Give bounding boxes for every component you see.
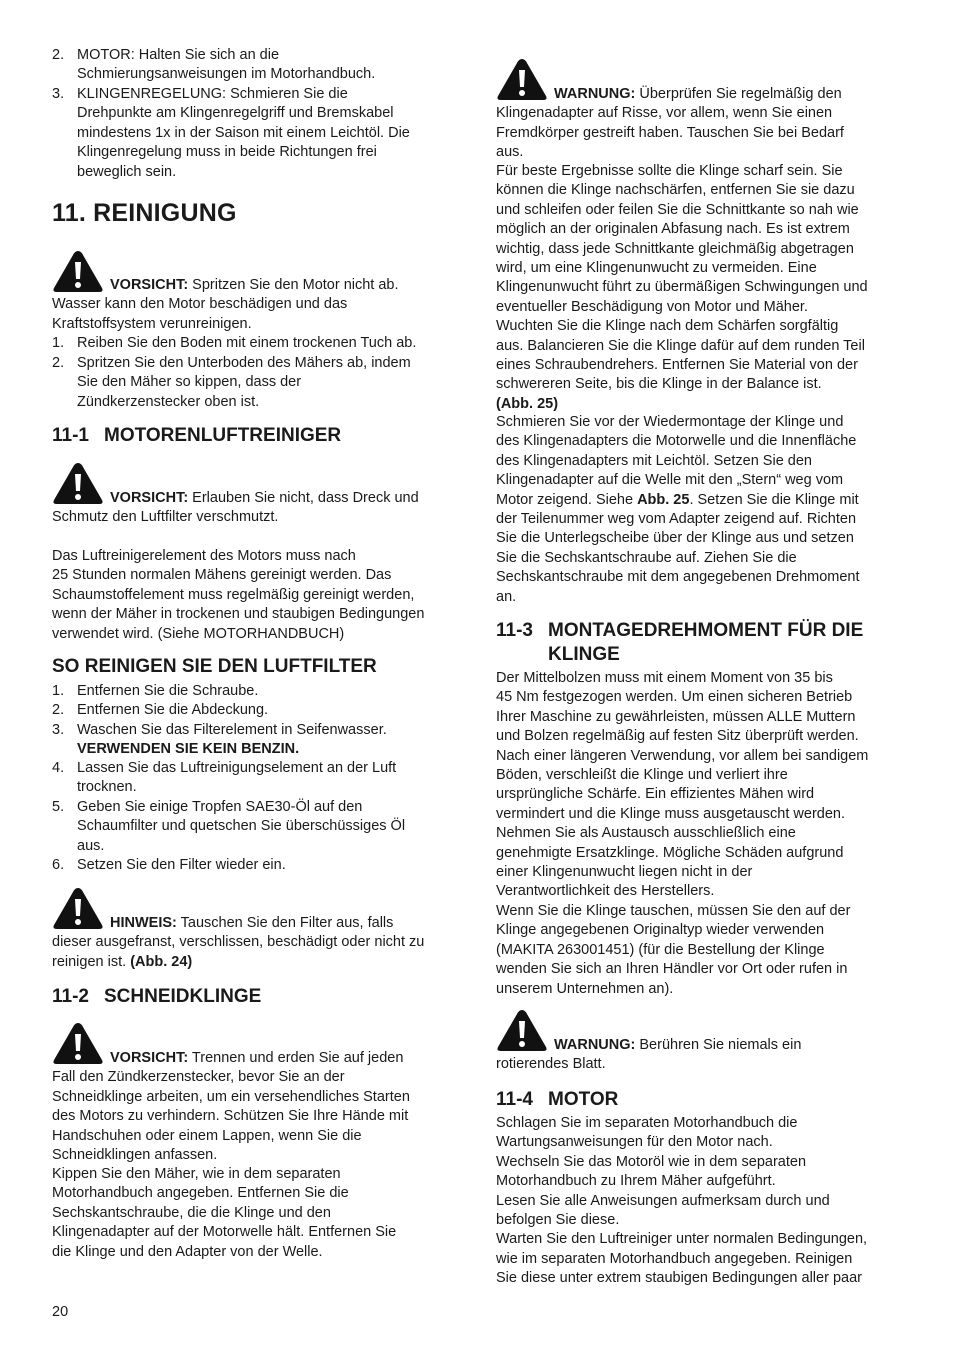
list-item: 4. Lassen Sie das Luftreinigungselement an der Luft trocknen.: [52, 760, 397, 796]
paragraph: Kippen Sie den Mäher, wie in dem separaten Motorhandbuch angegeben. Entfernen Sie die Sechskantschraube, die die Klinge und den Klingenadapter auf der Motorwelle hält. Entfernen Sie die Klinge und den Adapter von der Welle.: [52, 1166, 397, 1260]
section-heading: 11-1 MOTORENLUFTREINIGER: [52, 425, 342, 446]
warning-notice: WARNUNG: Überprüfen Sie regelmäßig den Klingenadapter auf Risse, vor allem, wenn Sie einen Fremdkörper gestreift haben. Tauschen Sie bei Bedarf aus.: [496, 86, 844, 161]
page-number: 20: [52, 1304, 69, 1320]
paragraph: Für beste Ergebnisse sollte die Klinge scharf sein. Sie können die Klinge nachschärfen, entfernen Sie sie dazu und schleifen oder feilen Sie die Schnittkante so nah wie möglich an der originalen Abfasung nach. Es ist extrem wichtig, dass jede Schnittkante gleichmäßig abgetragen wird, um eine Klingenunwucht zu vermeiden. Eine Klingenunwucht führt zu übermäßigen Schwingungen und eventueller Beschädigung von Motor und Mäher. Wuchten Sie die Klinge nach dem Schärfen sorgfältig aus. Balancieren Sie die Klinge dafür auf dem runden Teil eines Schraubendrehers. Entfernen Sie Material von der schwereren Seite, bis die Klinge in der Balance ist. (Abb. 25): [496, 163, 868, 412]
list-item: 3. KLINGENREGELUNG: Schmieren Sie die Drehpunkte am Klingenregelgriff und Bremskabel mindestens 1x in der Saison mit einem Leichtöl. Die Klingenregelung muss in beide Richtungen frei beweglich sein.: [52, 86, 410, 180]
list-item: 1. Entfernen Sie die Schraube.: [52, 683, 259, 699]
paragraph: Schlagen Sie im separaten Motorhandbuch die Wartungsanweisungen für den Motor nach. Wechseln Sie das Motoröl wie in dem separaten Motorhandbuch zu Ihrem Mäher aufgeführt. Lesen Sie alle Anweisungen aufmerksam durch und befolgen Sie diese. Warten Sie den Luftreiniger unter normalen Bedingungen, wie im separaten Motorhandbuch angegeben. Reinigen Sie diese unter extrem staubigen Bedingungen aller paar: [496, 1115, 868, 1287]
caution-notice: VORSICHT: Trennen und erden Sie auf jeden Fall den Zündkerzenstecker, bevor Sie an der Schneidklinge arbeiten, um ein versehendliches Starten des Motors zu verhindern. Schützen Sie Ihre Hände mit Handschuhen oder einem Lappen, wenn Sie die Schneidklingen anfassen.: [52, 1050, 410, 1164]
list-item: 3. Waschen Sie das Filterelement in Seifenwasser. VERWENDEN SIE KEIN BENZIN.: [52, 722, 387, 758]
section-heading: 11-3 MONTAGEDREHMOMENT FÜR DIE KLINGE: [496, 620, 864, 665]
paragraph: Das Luftreinigerelement des Motors muss nach 25 Stunden normalen Mähens gereinigt werden. Das Schaumstoffelement muss regelmäßig gereinigt werden, wenn der Mäher in trockenen und staubigen Bedingungen verwendet wird. (Siehe MOTORHANDBUCH): [52, 548, 425, 642]
list-item: 2. MOTOR: Halten Sie sich an die Schmierungsanweisungen im Motorhandbuch.: [52, 47, 376, 83]
list-item: 2. Spritzen Sie den Unterboden des Mähers ab, indem Sie den Mäher so kippen, dass der Zündkerzenstecker oben ist.: [52, 355, 411, 410]
sub-heading: SO REINIGEN SIE DEN LUFTFILTER: [52, 656, 377, 677]
page-title: 11. REINIGUNG: [52, 199, 237, 227]
paragraph: Schmieren Sie vor der Wiedermontage der Klinge und des Klingenadapters die Motorwelle und die Innenfläche des Klingenadapters mit Leichtöl. Setzen Sie den Klingenadapter auf die Welle mit den „Stern“ weg vom Motor zeigend. Siehe Abb. 25. Setzen Sie die Klinge mit der Teilenummer weg vom Adapter zeigend auf. Richten Sie die Unterlegscheibe über der Klinge aus und setzen Sie die Sechskantschraube auf. Ziehen Sie die Sechskantschraube mit dem angegebenen Drehmoment an.: [496, 414, 860, 605]
paragraph: Der Mittelbolzen muss mit einem Moment von 35 bis 45 Nm festgezogen werden. Um einen sicheren Betrieb Ihrer Maschine zu gewährleisten, müssen ALLE Muttern und Bolzen regelmäßig auf festen Sitz überprüft werden. Nach einer längeren Verwendung, vor allem bei sandigem Böden, verschleißt die Klinge und verliert ihre ursprüngliche Schärfe. Ein effizientes Mähen wird vermindert und die Klinge muss ausgetauscht werden. Nehmen Sie als Austausch ausschließlich eine genehmigte Ersatzklinge. Mögliche Schäden aufgrund einer Klingenunwucht liegen nicht in der Verantwortlichkeit des Herstellers. Wenn Sie die Klinge tauschen, müssen Sie den auf der Klinge angegebenen Originaltyp wieder verwenden (MAKITA 263001451) (für die Bestellung der Klinge wenden Sie sich an Ihren Händler vor Ort oder rufen in unserem Unternehmen an).: [496, 670, 869, 997]
list-item: 2. Entfernen Sie die Abdeckung.: [52, 702, 269, 718]
list-item: 5. Geben Sie einige Tropfen SAE30-Öl auf den Schaumfilter und quetschen Sie überschüssiges Öl aus.: [52, 799, 406, 854]
section-heading: 11-4 MOTOR: [496, 1089, 619, 1110]
list-item: 1. Reiben Sie den Boden mit einem trockenen Tuch ab.: [52, 335, 417, 351]
caution-notice: VORSICHT: Erlauben Sie nicht, dass Dreck und Schmutz den Luftfilter verschmutzt.: [52, 490, 419, 526]
list-item: 6. Setzen Sie den Filter wieder ein.: [52, 857, 286, 873]
note-notice: HINWEIS: Tauschen Sie den Filter aus, falls dieser ausgefranst, verschlissen, beschädigt oder nicht zu reinigen ist. (Abb. 24): [52, 915, 425, 970]
caution-notice: VORSICHT: Spritzen Sie den Motor nicht ab. Wasser kann den Motor beschädigen und das Kraftstoffsystem verunreinigen.: [52, 277, 399, 332]
warning-notice: WARNUNG: Berühren Sie niemals ein rotierendes Blatt.: [496, 1037, 802, 1073]
section-heading: 11-2 SCHNEIDKLINGE: [52, 986, 262, 1007]
